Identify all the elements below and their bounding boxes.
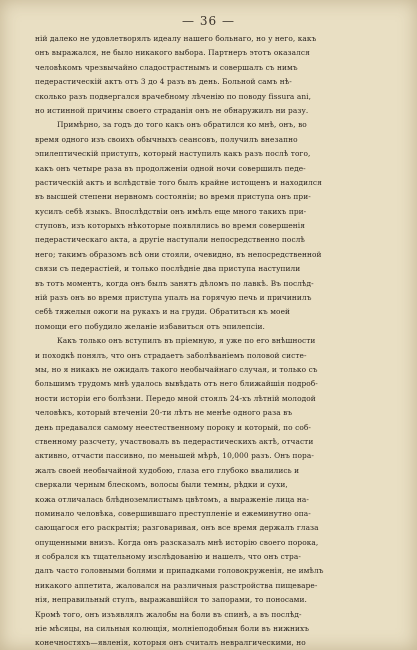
text-line: конечностяхъ—явленiя, которыя онъ считалъ невралгическими, но <box>35 638 306 648</box>
page-number: — 36 — <box>182 14 235 28</box>
text-line: помощи его побудило желанiе избавиться отъ эпилепсiи. <box>35 321 265 331</box>
text-line: въ тотъ моментъ, когда онъ былъ занятъ дѣломъ по лавкѣ. Въ послѣд- <box>35 278 314 288</box>
text-line: Какъ только онъ вступилъ въ прiемную, я уже по его внѣшности <box>57 336 316 346</box>
text-line: далъ часто головными болями и припадками головокруженiя, не имѣлъ <box>35 566 324 576</box>
text-line: кусилъ себѣ языкъ. Впослѣдствiи онъ имѣлъ еще много такихъ при- <box>35 206 307 216</box>
text-line: себѣ тяжелыя ожоги на рукахъ и на груди. Обратиться къ моей <box>35 307 291 317</box>
body-text <box>35 32 391 650</box>
text-line: кожа отличалась блѣдноземлистымъ цвѣтомъ, а выраженiе лица на- <box>35 494 309 504</box>
text-line: мы, но я никакъ не ожидалъ такого необычайнаго случая, и только съ <box>35 364 318 374</box>
text-line: какъ онъ четыре раза въ продолженiи одной ночи совершилъ педе- <box>35 163 306 173</box>
text-line: ступовъ, изъ которыхъ нѣкоторые появлялись во время совершенiя <box>35 221 305 231</box>
text-line: педерастическаго акта, а другiе наступали непосредственно послѣ <box>35 235 305 245</box>
text-line: Кромѣ того, онъ изъявлялъ жалобы на боли въ спинѣ, а въ послѣд- <box>35 609 302 619</box>
text-line: и походкѣ понялъ, что онъ страдаетъ заболѣванiемъ половой систе- <box>35 350 307 360</box>
text-line: время одного изъ своихъ обычныхъ сеансовъ, получилъ внезапно <box>35 134 298 144</box>
text-line: активно, отчасти пассивно, по меньшей мѣрѣ, 10,000 разъ. Онъ пора- <box>35 451 314 461</box>
text-line: связи съ педерастiей, и только послѣднiе два приступа наступили <box>35 264 301 274</box>
text-line: жалъ своей необычайной худобою, глаза его глубоко ввалились и <box>35 465 300 475</box>
text-line: ности исторiи его болѣзни. Передо мной стоялъ 24-хъ лѣтнiй молодой <box>35 393 316 403</box>
text-line: человѣкъ, который втеченiи 20-ти лѣтъ не менѣе одного раза въ <box>35 408 293 418</box>
text-line: сающагося его раскрытiя; разговаривая, онъ все время держалъ глаза <box>35 523 319 533</box>
text-line: растическiй актъ и вслѣдствiе того былъ крайне истощенъ и находился <box>35 177 322 187</box>
text-line: нiй разъ онъ во время приступа упалъ на горячую печь и причинилъ <box>35 293 312 303</box>
text-line: но истинной причины своего страданiя онъ не обнаружилъ ни разу. <box>35 105 309 115</box>
text-line: поминало человѣка, совершившаго преступленiе и ежеминутно опа- <box>35 508 311 518</box>
text-line: ственному разсчету, участвовалъ въ педерастическихъ актѣ, отчасти <box>35 436 314 446</box>
text-line: въ высшей степени нервномъ состоянiи; во время приступа онъ при- <box>35 192 311 202</box>
text-line: никакого аппетита, жаловался на различныя разстройства пищеваре- <box>35 580 318 590</box>
text-line: опущенными внизъ. Когда онъ разсказалъ мнѣ исторiю своего порока, <box>35 537 319 547</box>
text-line: день предавался самому неестественному пороку и который, по соб- <box>35 422 311 432</box>
text-line: онъ выражался, не было никакого выбора. Партнеръ этотъ оказался <box>35 48 310 58</box>
text-line: него; такимъ образомъ всѣ они стояли, очевидно, въ непосредственной <box>35 249 322 259</box>
text-line: сколько разъ подвергался врачебному лѣченiю по поводу fissura ani, <box>35 91 312 101</box>
text-line: Примѣрно, за годъ до того какъ онъ обратился ко мнѣ, онъ, во <box>57 120 307 130</box>
text-line: нiй далеко не удовлетворялъ идеалу нашего больнаго, но у него, какъ <box>35 34 317 43</box>
text-line: я собрался къ тщательному изслѣдованiю и нашелъ, что онъ стра- <box>35 552 301 562</box>
text-line: нiя, неправильный стулъ, выражавшiйся то запорами, то поносами. <box>35 595 307 605</box>
text-line: нiе мѣсяцы, на сильныя колющiя, молнiеподобныя боли въ нижнихъ <box>35 624 310 634</box>
text-line: эпилептическiй приступъ, который наступилъ какъ разъ послѣ того, <box>35 149 311 159</box>
text-line: педерастическiй актъ отъ 3 до 4 разъ въ день. Больной самъ нѣ- <box>35 77 292 87</box>
text-line: большимъ трудомъ мнѣ удалось вывѣдать отъ него ближайшiя подроб- <box>35 379 318 389</box>
text-line: человѣкомъ чрезвычайно сладострастнымъ и совершалъ съ нимъ <box>35 62 298 72</box>
text-line: сверкали черным блескомъ, волосы были темны, рѣдки и сухи, <box>35 480 288 490</box>
